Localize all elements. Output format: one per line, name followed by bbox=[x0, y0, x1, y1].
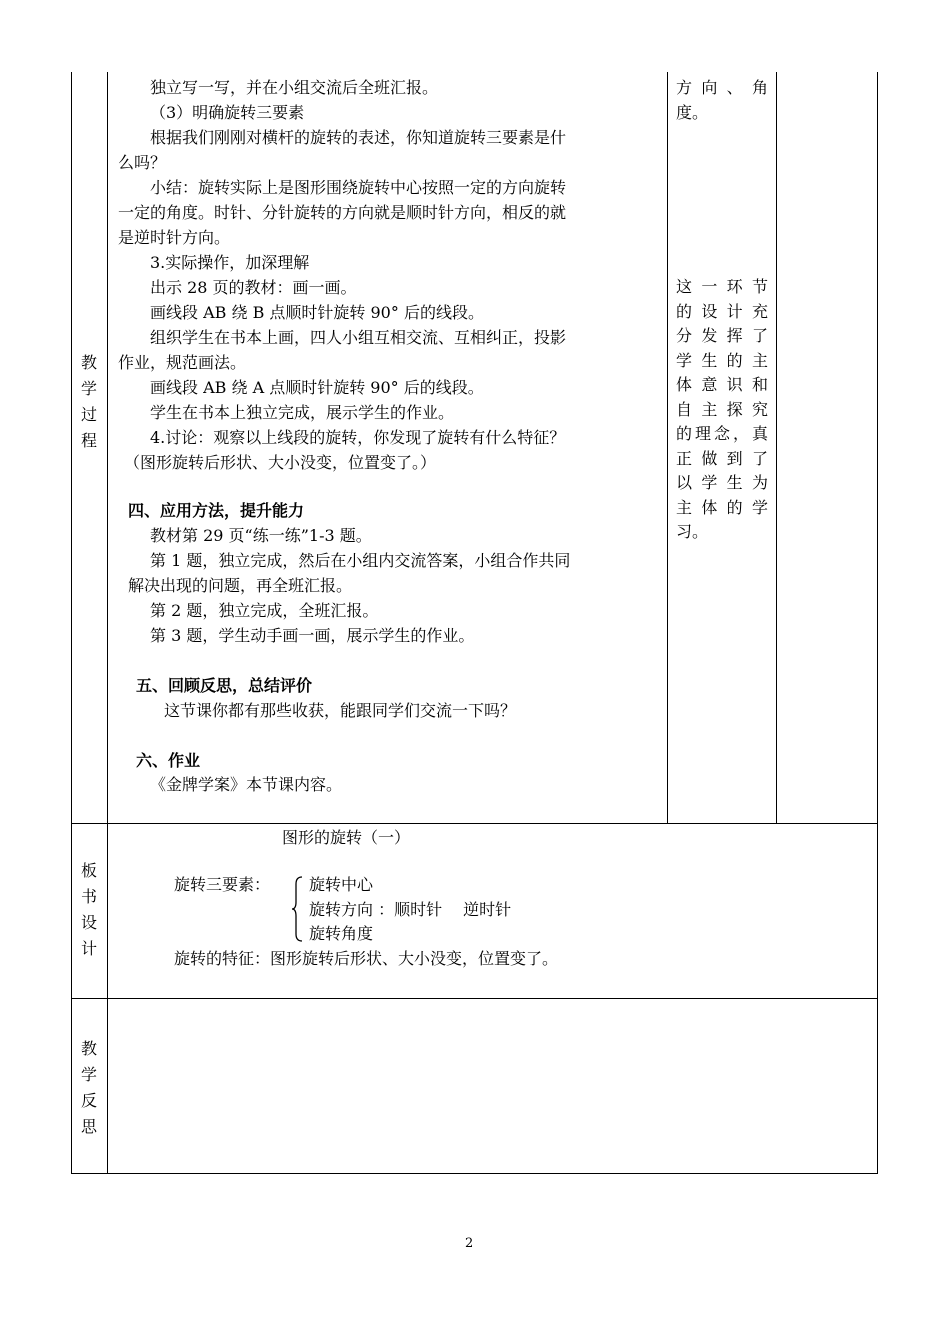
process-line: 4.讨论：观察以上线段的旋转，你发现了旋转有什么特征？ bbox=[150, 428, 566, 447]
section-label-reflection: 教 学 反 思 bbox=[80, 1039, 97, 1136]
process-line: 第 3 题，学生动手画一画，展示学生的作业。 bbox=[150, 626, 475, 645]
process-line: 独立写一写，并在小组交流后全班汇报。 bbox=[150, 78, 439, 97]
row-divider-board bbox=[71, 823, 878, 824]
right-border bbox=[877, 72, 878, 1174]
board-item: 旋转方向 ：顺时针 逆时针 bbox=[309, 900, 512, 919]
section-heading: 四、应用方法，提升能力 bbox=[128, 501, 305, 520]
design-note: 这 一 环 节 的 设 计 充 分 发 挥 了 学 生 的 主 体 意 识 和 自 主 探 究 的理念，真 正 做 到 了 以 学 生 为 主 体 的 学 习。 bbox=[676, 277, 768, 541]
process-line: 作业，规范画法。 bbox=[118, 353, 247, 372]
page-number: 2 bbox=[465, 1236, 474, 1251]
section-label-process: 教 学 过 程 bbox=[80, 353, 97, 450]
process-line: 一定的角度。时针、分针旋转的方向就是顺时针方向，相反的就 bbox=[118, 203, 567, 222]
section-label-board: 板 书 设 计 bbox=[80, 861, 97, 958]
process-line: 第 1 题，独立完成，然后在小组内交流答案，小组合作共同 bbox=[150, 551, 571, 570]
process-line: 3.实际操作，加深理解 bbox=[150, 253, 310, 272]
board-item: 旋转角度 bbox=[309, 924, 374, 943]
row-divider-reflection bbox=[71, 998, 878, 999]
process-line: 么吗？ bbox=[118, 153, 167, 172]
process-line: （图形旋转后形状、大小没变，位置变了。） bbox=[124, 453, 437, 472]
process-line: 画线段 AB 绕 A 点顺时针旋转 90° 后的线段。 bbox=[150, 378, 484, 397]
process-line: 学生在书本上独立完成，展示学生的作业。 bbox=[150, 403, 455, 422]
section-heading: 六、作业 bbox=[136, 751, 201, 770]
section-heading: 五、回顾反思，总结评价 bbox=[136, 676, 313, 695]
process-line: 解决出现的问题，再全班汇报。 bbox=[128, 576, 353, 595]
left-border bbox=[71, 72, 72, 1174]
curly-brace-icon bbox=[291, 876, 303, 942]
process-line: 这节课你都有那些收获，能跟同学们交流一下吗？ bbox=[164, 701, 517, 720]
process-line: 《金牌学案》本节课内容。 bbox=[150, 775, 343, 794]
process-line: （3）明确旋转三要素 bbox=[150, 103, 305, 122]
process-line: 画线段 AB 绕 B 点顺时针旋转 90° 后的线段。 bbox=[150, 303, 484, 322]
process-line: 根据我们刚刚对横杆的旋转的表述，你知道旋转三要素是什 bbox=[150, 128, 567, 147]
board-item: 旋转中心 bbox=[309, 875, 374, 894]
label-column-divider bbox=[107, 72, 108, 1174]
process-line: 小结：旋转实际上是图形围绕旋转中心按照一定的方向旋转 bbox=[150, 178, 567, 197]
board-elements-label: 旋转三要素： bbox=[174, 875, 271, 894]
board-title: 图形的旋转（一） bbox=[282, 828, 411, 847]
notes-column-right-divider bbox=[776, 72, 777, 824]
process-line: 第 2 题，独立完成，全班汇报。 bbox=[150, 601, 379, 620]
bottom-border bbox=[71, 1173, 878, 1174]
process-line: 组织学生在书本上画，四人小组互相交流、互相纠正，投影 bbox=[150, 328, 567, 347]
board-feature: 旋转的特征：图形旋转后形状、大小没变，位置变了。 bbox=[174, 949, 559, 968]
design-note-top: 方 向 、 角 度。 bbox=[676, 78, 768, 122]
notes-column-left-divider bbox=[667, 72, 668, 824]
process-line: 教材第 29 页“练一练”1-3 题。 bbox=[150, 526, 372, 545]
process-line: 出示 28 页的教材：画一画。 bbox=[150, 278, 357, 297]
process-line: 是逆时针方向。 bbox=[118, 228, 231, 247]
